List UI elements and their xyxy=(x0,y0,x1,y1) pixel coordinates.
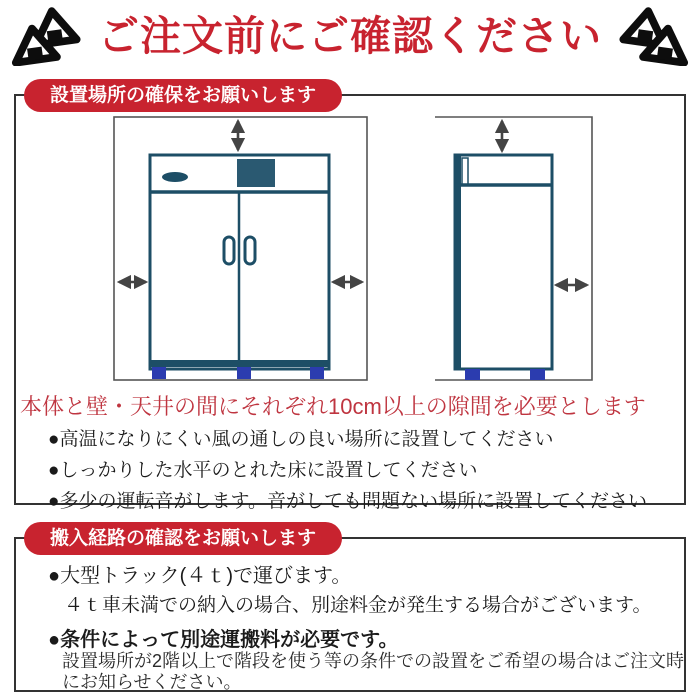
placement-bullet: ●しっかりした水平のとれた床に設置してください xyxy=(48,460,478,481)
placement-bullet-list xyxy=(48,424,678,517)
cabinet-foot xyxy=(530,369,545,380)
onigiri-icon-right xyxy=(618,6,692,66)
header xyxy=(0,0,700,72)
cabinet-front-view xyxy=(114,117,367,380)
placement-bullet: ●高温になりにくい風の通しの良い場所に設置してください xyxy=(48,429,554,450)
cabinet-foot xyxy=(465,369,480,380)
control-panel xyxy=(237,159,275,187)
section-delivery-heading: 搬入経路の確認をお願いします xyxy=(24,522,342,555)
delivery-bullet-truck-sub: ４ｔ車未満での納入の場合、別途料金が発生する場合がございます。 xyxy=(64,595,652,616)
cabinet-foot xyxy=(237,367,251,379)
section-placement-heading: 設置場所の確保をお願いします xyxy=(24,79,342,112)
clearance-note: 本体と壁・天井の間にそれぞれ10cm以上の隙間を必要とします xyxy=(20,394,646,419)
delivery-bullet-truck: ●大型トラック(４ｔ)で運びます。 xyxy=(48,565,352,587)
page-title: ご注文前にご確認ください xyxy=(98,12,602,59)
placement-bullet: ●多少の運転音がします。音がしても問題ない場所に設置してください xyxy=(48,491,647,512)
onigiri-icon-left xyxy=(8,6,82,66)
installation-clearance-diagram xyxy=(16,96,684,388)
cabinet-foot xyxy=(310,367,324,379)
delivery-bullet-fee-sub: 設置場所が2階以上で階段を使う等の条件での設置をご希望の場合はご注文時にお知らせください。 xyxy=(62,651,685,692)
section-placement xyxy=(14,85,686,512)
section-delivery xyxy=(14,528,686,692)
side-vent-slot xyxy=(462,158,468,184)
cabinet-side-view xyxy=(435,117,592,380)
delivery-bullet-fee: ●条件によって別途運搬料が必要です。 xyxy=(48,629,399,651)
cabinet-foot xyxy=(152,367,166,379)
